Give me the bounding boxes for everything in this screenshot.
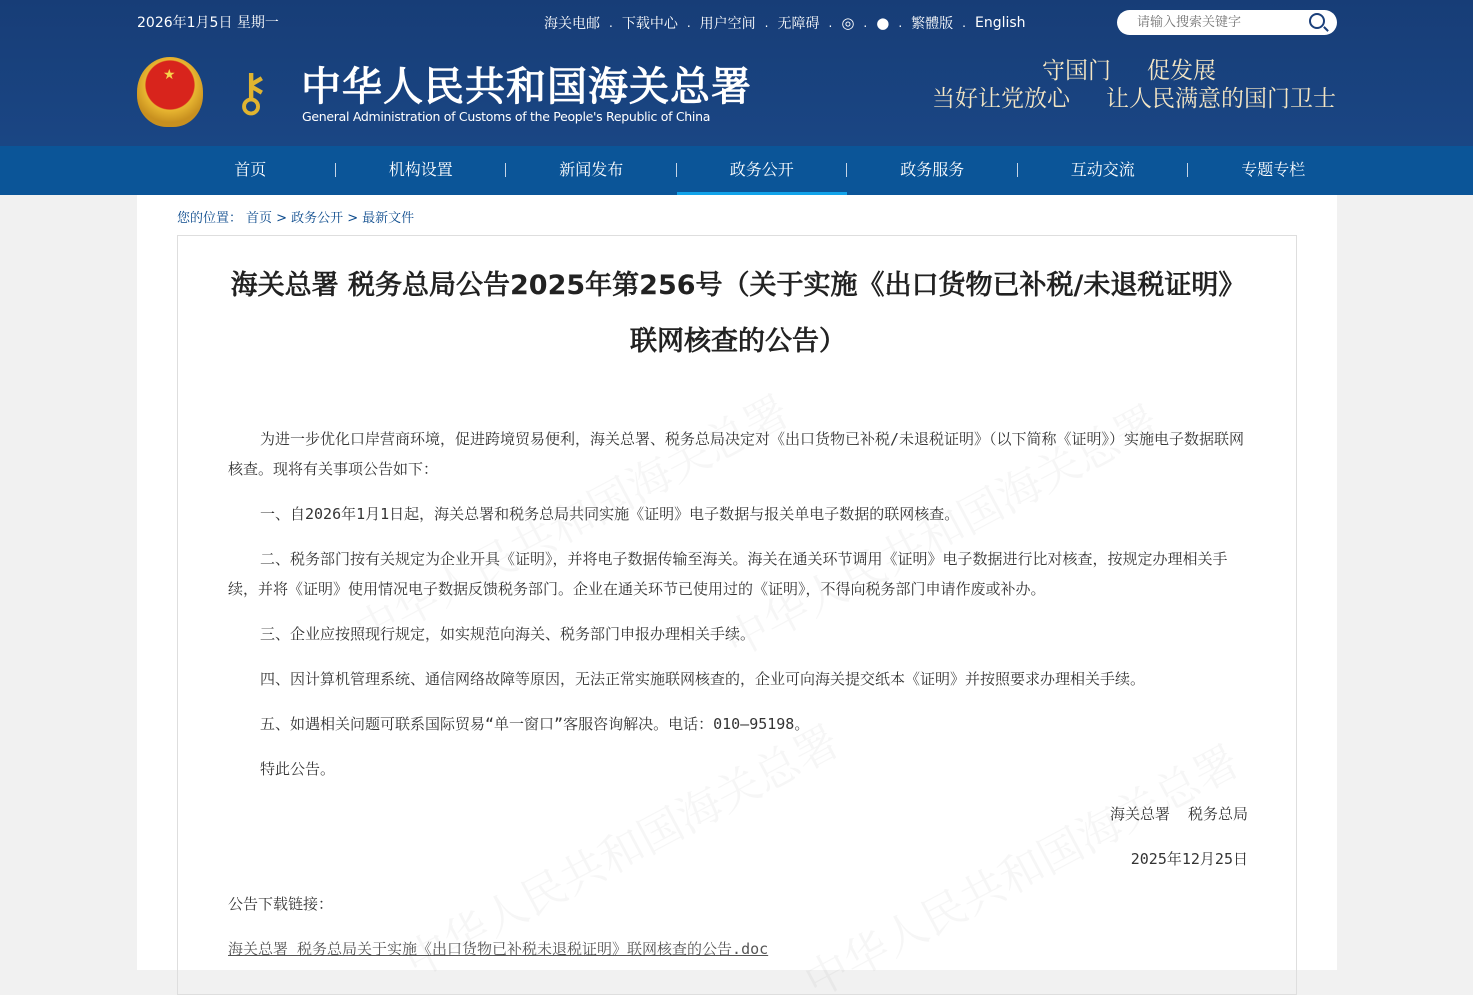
nav-label: 政务公开 <box>729 160 794 179</box>
slogan-part: 守国门 <box>1042 58 1111 84</box>
article-body <box>228 424 1248 979</box>
breadcrumb-gov[interactable]: 政务公开 <box>291 211 344 226</box>
paragraph: 三、企业应按照现行规定，如实规范向海关、税务部门申报办理相关手续。 <box>260 625 756 643</box>
nav-services[interactable] <box>847 146 1018 195</box>
breadcrumb-home[interactable]: 首页 <box>246 211 273 226</box>
nav-label: 政务服务 <box>900 160 965 179</box>
nav-news[interactable] <box>506 146 677 195</box>
link-english[interactable]: English <box>974 15 1026 31</box>
site-name-en: General Administration of Customs of the People's Republic of China <box>302 109 711 124</box>
signature: 海关总署 税务总局 <box>1109 805 1248 823</box>
article-box <box>177 235 1297 995</box>
slogan <box>932 57 1336 113</box>
sign-date: 2025年12月25日 <box>1130 850 1248 868</box>
customs-emblem-logo: ⚷ <box>231 63 271 123</box>
nav-special-topics[interactable] <box>1188 146 1359 195</box>
paragraph: 五、如遇相关问题可联系国际贸易“单一窗口”客服咨询解决。电话：010—95198。 <box>260 715 810 733</box>
nav-government-affairs[interactable] <box>677 146 848 195</box>
search-input[interactable] <box>1137 15 1297 30</box>
download-label: 公告下载链接： <box>228 895 334 913</box>
download-link[interactable]: 海关总署 税务总局关于实施《出口货物已补税未退税证明》联网核查的公告.doc <box>228 940 769 958</box>
slogan-part: 当好让党放心 <box>932 86 1070 112</box>
site-header <box>0 0 1473 146</box>
nav-label: 互动交流 <box>1070 160 1135 179</box>
link-traditional-chinese[interactable]: 繁體版 <box>911 16 954 32</box>
nav-interaction[interactable] <box>1018 146 1189 195</box>
paragraph: 二、税务部门按有关规定为企业开具《证明》，并将电子数据传输至海关。海关在通关环节调用《证明》电子数据进行比对核查，按规定办理相关手续，并将《证明》使用情况电子数据反馈税务部门。企业在通关环节已使用过的《证明》，不得向税务部门申请作废或补办。 <box>228 550 1228 598</box>
breadcrumb-label: 您的位置： <box>177 211 243 226</box>
nav-label: 机构设置 <box>388 160 453 179</box>
breadcrumb <box>177 207 414 226</box>
nav-label: 专题专栏 <box>1241 160 1306 179</box>
link-user-space[interactable]: 用户空间 <box>699 16 756 32</box>
paragraph: 特此公告。 <box>260 760 336 778</box>
nav-organization[interactable] <box>336 146 507 195</box>
main-nav <box>0 146 1473 195</box>
current-date: 2026年1月5日 星期一 <box>137 15 279 31</box>
paragraph: 为进一步优化口岸营商环境，促进跨境贸易便利，海关总署、税务总局决定对《出口货物已补税/未退税证明》（以下简称《证明》）实施电子数据联网核查。现将有关事项公告如下： <box>228 430 1245 478</box>
breadcrumb-sep: > <box>347 211 359 226</box>
link-email[interactable]: 海关电邮 <box>544 16 600 32</box>
breadcrumb-latest[interactable]: 最新文件 <box>362 211 415 226</box>
national-emblem-logo: ★ <box>137 57 203 127</box>
top-links: 海关电邮 . 下载中心 . 用户空间 . 无障碍 . ◎ . ● . 繁體版 . English <box>544 14 1026 32</box>
nav-home[interactable] <box>165 146 336 195</box>
paragraph: 四、因计算机管理系统、通信网络故障等原因，无法正常实施联网核查的，企业可向海关提交纸本《证明》并按照要求办理相关手续。 <box>260 670 1146 688</box>
link-accessibility[interactable]: 无障碍 <box>777 16 820 32</box>
search-box <box>1117 10 1337 35</box>
slogan-part: 促发展 <box>1147 58 1216 84</box>
weibo-icon[interactable]: ◎ <box>841 14 855 32</box>
nav-label: 新闻发布 <box>559 160 624 179</box>
link-download-center[interactable]: 下载中心 <box>621 16 678 32</box>
wechat-icon[interactable]: ● <box>876 14 890 32</box>
breadcrumb-sep: > <box>276 211 288 226</box>
nav-label: 首页 <box>234 160 267 179</box>
site-name[interactable]: 中华人民共和国海关总署 <box>301 63 752 110</box>
slogan-part: 让人民满意的国门卫士 <box>1106 86 1336 112</box>
content-area <box>137 195 1337 970</box>
search-icon[interactable] <box>1309 13 1325 29</box>
paragraph: 一、自2026年1月1日起，海关总署和税务总局共同实施《证明》电子数据与报关单电子数据的联网核查。 <box>260 505 960 523</box>
article-title: 海关总署 税务总局公告2025年第256号（关于实施《出口货物已补税/未退税证明》联网核查的公告） <box>230 270 1246 357</box>
